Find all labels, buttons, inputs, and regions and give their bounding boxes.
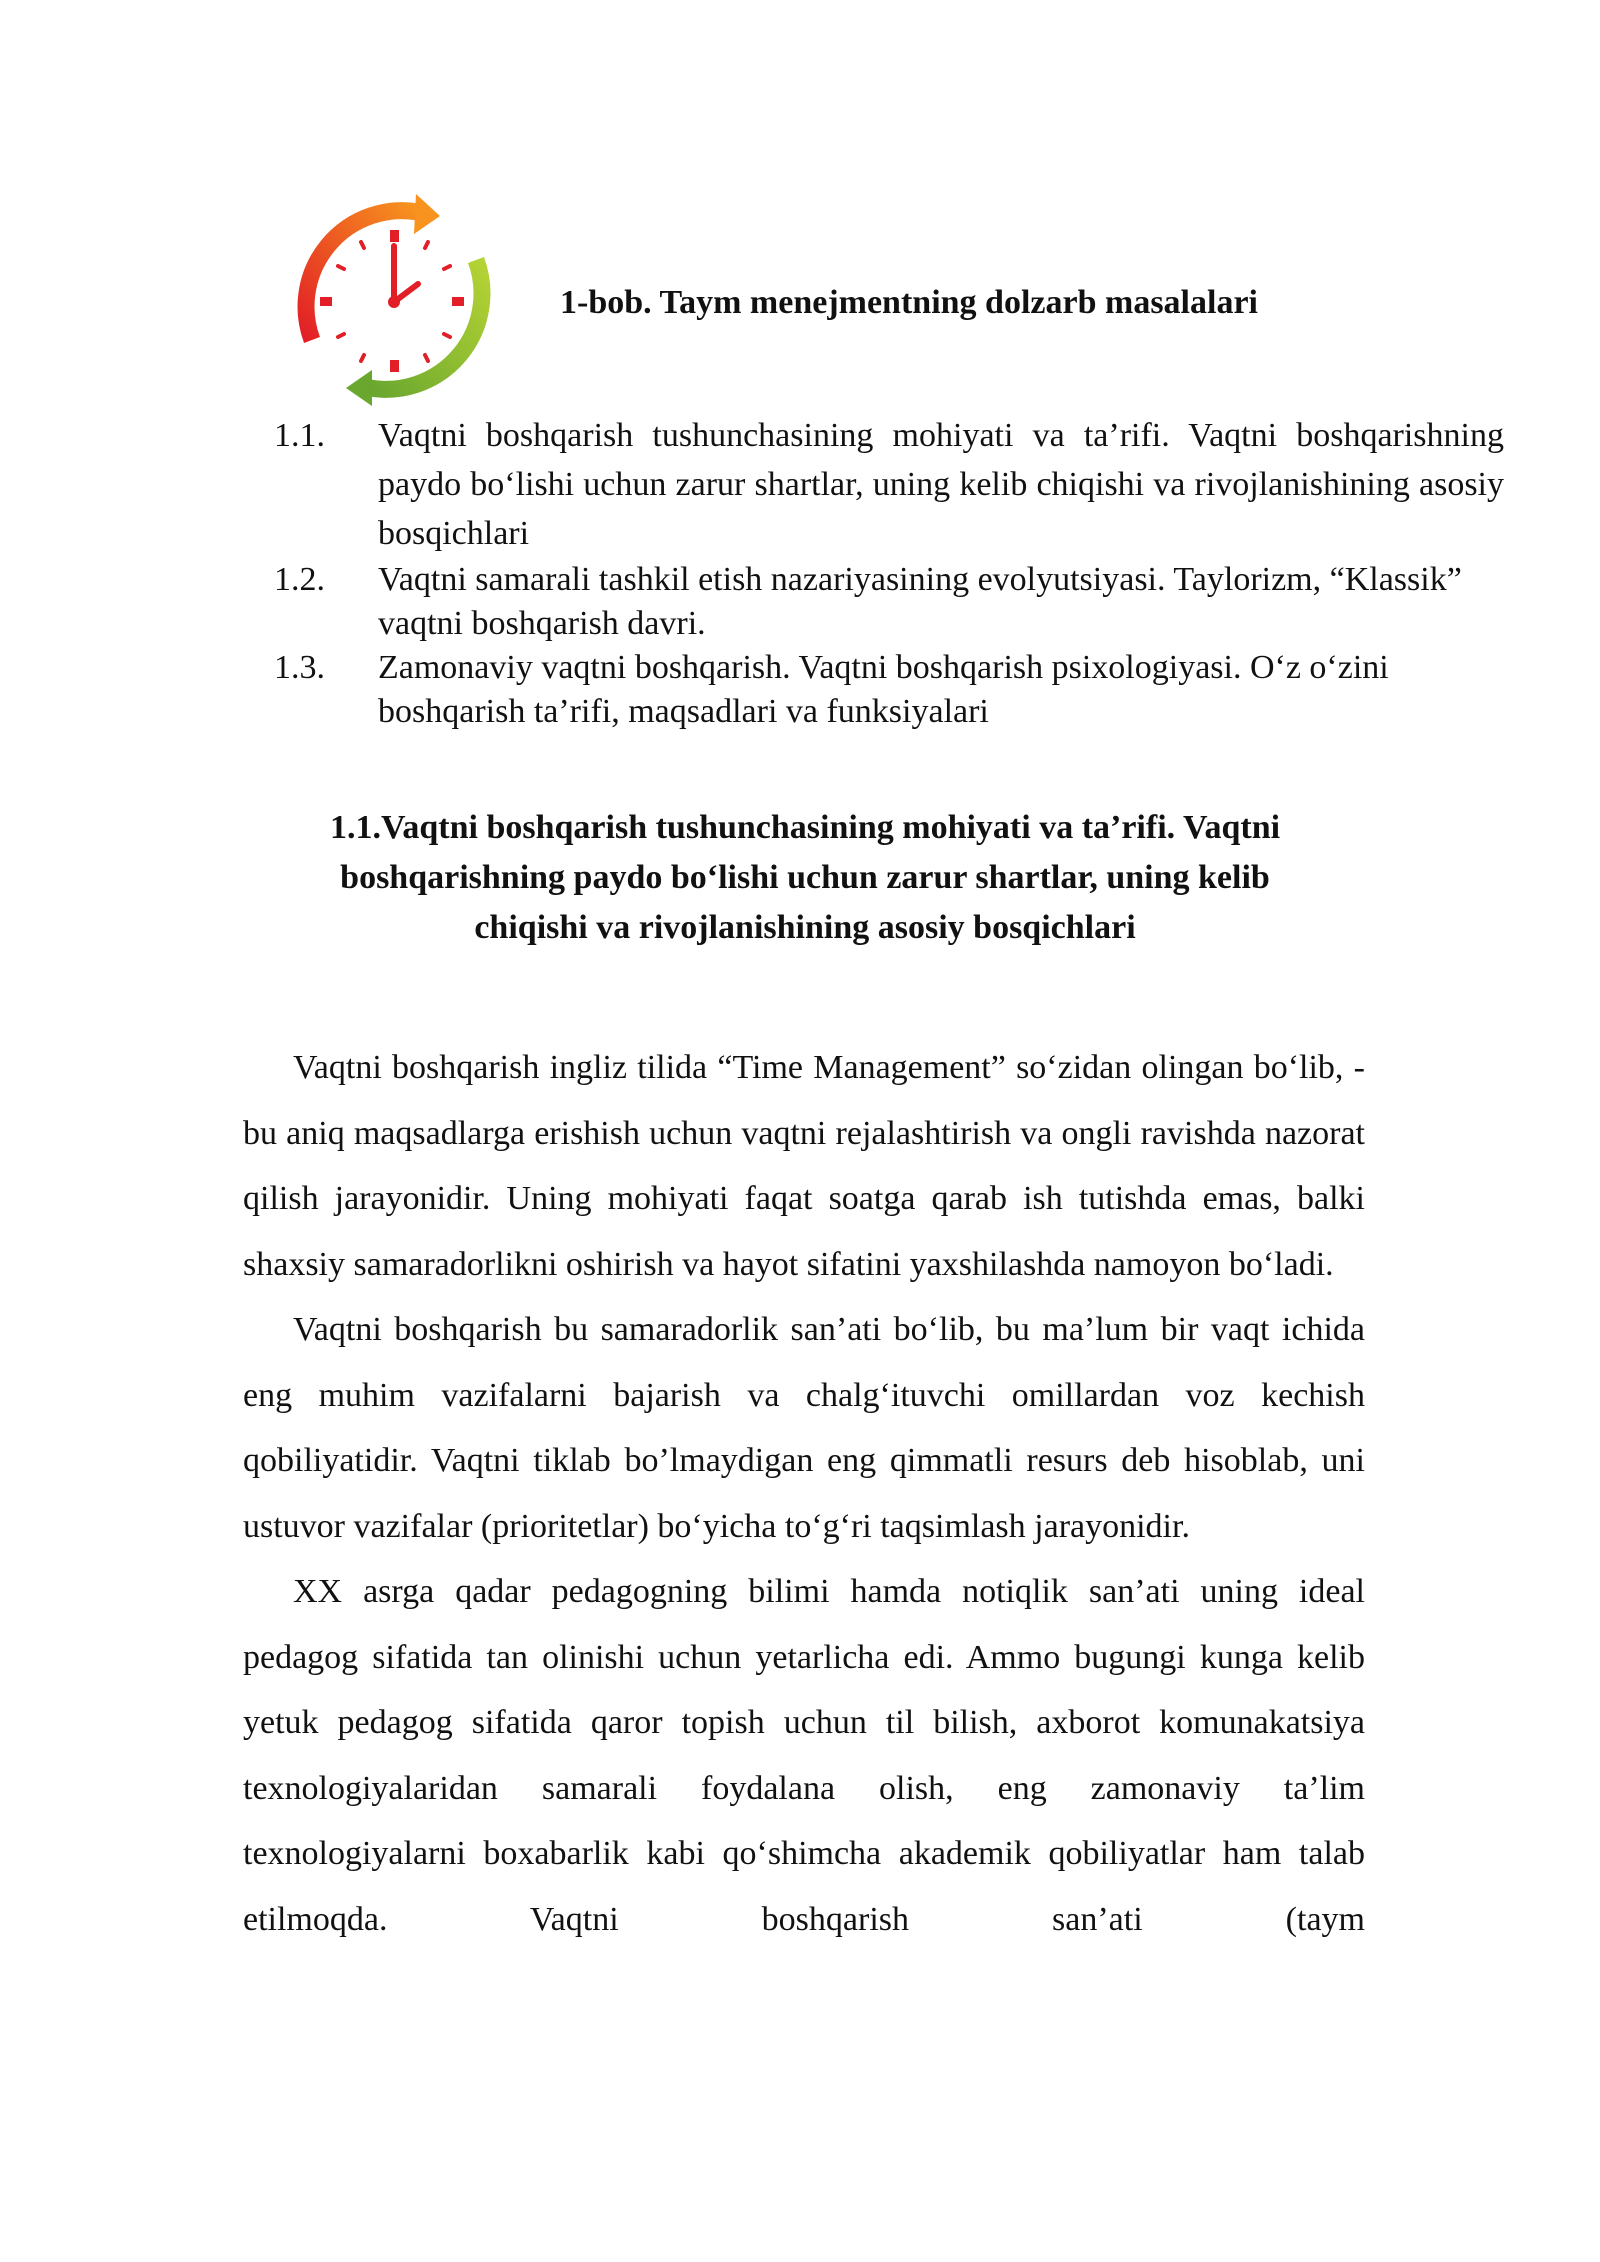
section-heading-line: 1.1.Vaqtni boshqarish tushunchasining mohiyati va ta’rifi. Vaqtni <box>329 809 1281 846</box>
section-heading-line: boshqarishning paydo bo‘lishi uchun zarur shartlar, uning kelib <box>340 859 1270 896</box>
section-heading <box>240 803 1370 953</box>
toc-item-text: Zamonaviy vaqtni boshqarish. Vaqtni boshqarish psixologiyasi. O‘z o‘zini boshqarish ta’rifi, maqsadlari va funksiyalari <box>378 649 1389 730</box>
toc-item <box>274 646 1504 734</box>
paragraph: Vaqtni boshqarish ingliz tilida “Time Management” so‘zidan olingan bo‘lib, - bu aniq maqsadlarga erishish uchun vaqtni rejalashtirish va ongli ravishda nazorat qilish jarayonidir. Uning mohiyati faqat soatga qarab ish tutishda emas, balki shaxsiy samaradorlikni oshirish va hayot sifatini yaxshilashda namoyon bo‘ladi. <box>243 1049 1365 1283</box>
toc-item <box>274 558 1504 646</box>
clock-with-circular-arrows-icon <box>278 190 508 410</box>
paragraph: Vaqtni boshqarish bu samaradorlik san’ati bo‘lib, bu ma’lum bir vaqt ichida eng muhim vazifalarni bajarish va chalg‘ituvchi omillardan voz kechish qobiliyatidir. Vaqtni tiklab bo’lmaydigan eng qimmatli resurs deb hisoblab, uni ustuvor vazifalar (prioritetlar) bo‘yicha to‘g‘ri taqsimlash jarayonidir. <box>243 1311 1365 1545</box>
body-text <box>243 1035 1365 1952</box>
clock-logo <box>278 190 508 410</box>
paragraph: XX asrga qadar pedagogning bilimi hamda notiqlik san’ati uning ideal pedagog sifatida tan olinishi uchun yetarlicha edi. Ammo bugungi kunga kelib yetuk pedagog sifatida qaror topish uchun til bilish, axborot komunakatsiya texnologiyalaridan samarali foydalana olish, eng zamonaviy ta’lim texnologiyalarni boxabarlik kabi qo‘shimcha akademik qobiliyatlar ham talab etilmoqda. Vaqtni boshqarish san’ati (taym <box>243 1573 1365 1938</box>
chapter-title: 1-bob. Taym menejmentning dolzarb masalalari <box>560 284 1258 321</box>
toc-item-number: 1.1. <box>274 417 325 454</box>
toc-item-number: 1.3. <box>274 649 325 686</box>
table-of-contents <box>274 411 1504 734</box>
section-heading-line: chiqishi va rivojlanishining asosiy bosqichlari <box>474 909 1136 946</box>
toc-item-text: Vaqtni boshqarish tushunchasining mohiyati va ta’rifi. Vaqtni boshqarishning paydo bo‘lishi uchun zarur shartlar, uning kelib chiqishi va rivojlanishining asosiy bosqichlari <box>378 417 1504 552</box>
toc-item-text: Vaqtni samarali tashkil etish nazariyasining evolyutsiyasi. Taylorizm, “Klassik” vaqtni boshqarish davri. <box>378 561 1462 642</box>
toc-item <box>274 411 1504 558</box>
toc-item-number: 1.2. <box>274 561 325 598</box>
